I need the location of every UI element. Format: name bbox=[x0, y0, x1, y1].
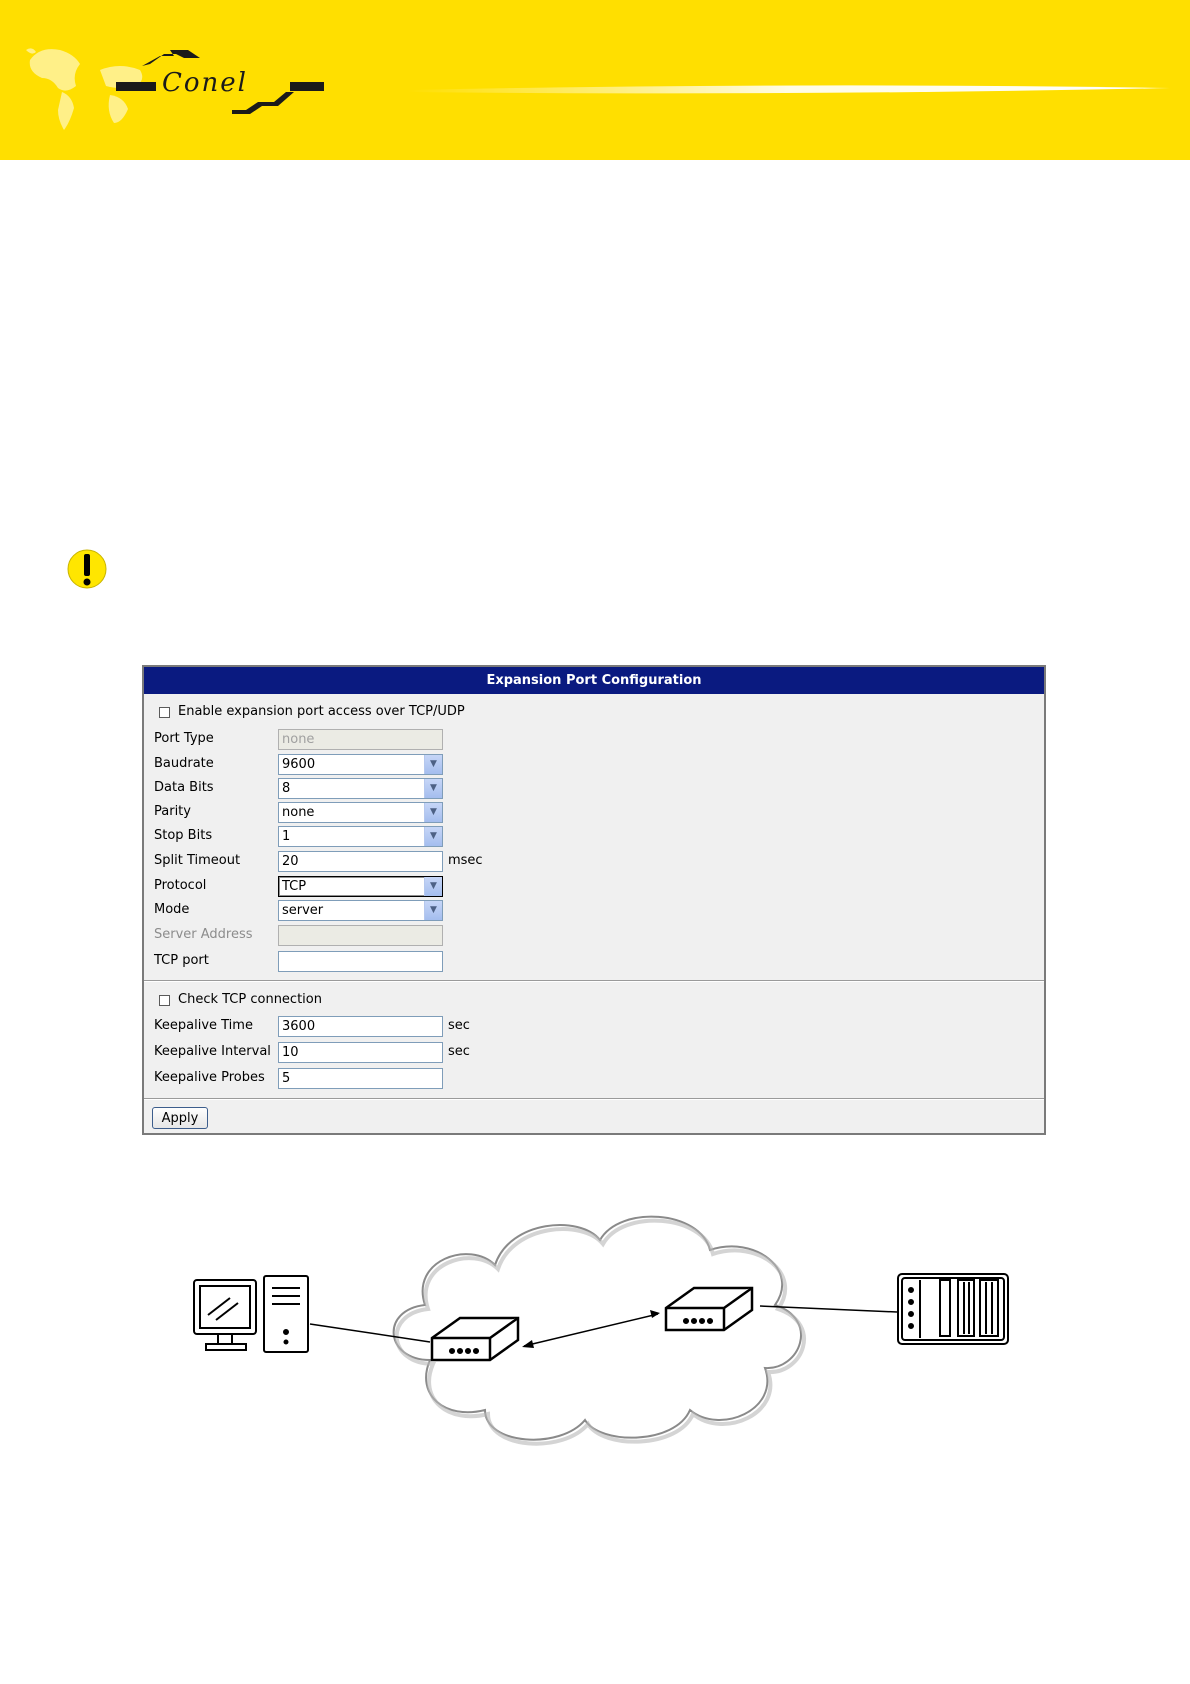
port-type-field: none bbox=[278, 729, 443, 750]
panel-title: Expansion Port Configuration bbox=[144, 667, 1044, 694]
keepalive-probes-input[interactable]: 5 bbox=[278, 1068, 443, 1089]
check-tcp-label: Check TCP connection bbox=[178, 992, 322, 1007]
tcp-port-input[interactable] bbox=[278, 951, 443, 972]
keepalive-probes-label: Keepalive Probes bbox=[154, 1070, 265, 1085]
header-streak bbox=[408, 85, 1170, 93]
keepalive-interval-label: Keepalive Interval bbox=[154, 1044, 271, 1059]
logo-text: Conel bbox=[162, 68, 248, 98]
baudrate-select[interactable] bbox=[278, 754, 443, 775]
expansion-port-config-panel bbox=[142, 665, 1046, 1135]
keepalive-interval-unit: sec bbox=[448, 1044, 470, 1059]
stop-bits-select[interactable] bbox=[278, 826, 443, 847]
split-timeout-unit: msec bbox=[448, 853, 483, 868]
protocol-label: Protocol bbox=[154, 878, 207, 893]
device-icon bbox=[898, 1274, 1008, 1344]
parity-label: Parity bbox=[154, 804, 191, 819]
chevron-down-icon[interactable]: ▼ bbox=[424, 877, 442, 896]
baudrate-value: 9600 bbox=[282, 757, 316, 772]
chevron-down-icon[interactable]: ▼ bbox=[424, 755, 442, 774]
mode-label: Mode bbox=[154, 902, 190, 917]
chevron-down-icon[interactable]: ▼ bbox=[424, 827, 442, 846]
chevron-down-icon[interactable]: ▼ bbox=[424, 779, 442, 798]
chevron-down-icon[interactable]: ▼ bbox=[424, 901, 442, 920]
parity-select[interactable] bbox=[278, 802, 443, 823]
check-tcp-checkbox[interactable] bbox=[159, 995, 170, 1006]
server-address-input bbox=[278, 925, 443, 946]
split-timeout-label: Split Timeout bbox=[154, 853, 241, 868]
separator bbox=[144, 1098, 1044, 1100]
keepalive-time-input[interactable]: 3600 bbox=[278, 1016, 443, 1037]
page-header bbox=[0, 0, 1190, 160]
data-bits-value: 8 bbox=[282, 781, 291, 796]
separator bbox=[144, 980, 1044, 982]
port-type-label: Port Type bbox=[154, 731, 214, 746]
data-bits-select[interactable] bbox=[278, 778, 443, 799]
data-bits-label: Data Bits bbox=[154, 780, 214, 795]
protocol-select[interactable] bbox=[278, 876, 443, 897]
keepalive-time-label: Keepalive Time bbox=[154, 1018, 253, 1033]
parity-value: none bbox=[282, 805, 315, 820]
keepalive-time-unit: sec bbox=[448, 1018, 470, 1033]
keepalive-interval-input[interactable]: 10 bbox=[278, 1042, 443, 1063]
server-address-label: Server Address bbox=[154, 927, 253, 942]
mode-select[interactable] bbox=[278, 900, 443, 921]
chevron-down-icon[interactable]: ▼ bbox=[424, 803, 442, 822]
exclamation-warning-icon bbox=[66, 548, 108, 590]
baudrate-label: Baudrate bbox=[154, 756, 214, 771]
protocol-value: TCP bbox=[282, 879, 307, 894]
split-timeout-input[interactable]: 20 bbox=[278, 851, 443, 872]
stop-bits-label: Stop Bits bbox=[154, 828, 213, 843]
pc-icon bbox=[194, 1276, 308, 1352]
enable-expansion-label: Enable expansion port access over TCP/UDP bbox=[178, 704, 465, 719]
network-diagram bbox=[180, 1210, 1020, 1450]
enable-expansion-checkbox[interactable] bbox=[159, 707, 170, 718]
stop-bits-value: 1 bbox=[282, 829, 291, 844]
tcp-port-label: TCP port bbox=[154, 953, 209, 968]
apply-button[interactable]: Apply bbox=[152, 1107, 208, 1129]
mode-value: server bbox=[282, 903, 324, 918]
